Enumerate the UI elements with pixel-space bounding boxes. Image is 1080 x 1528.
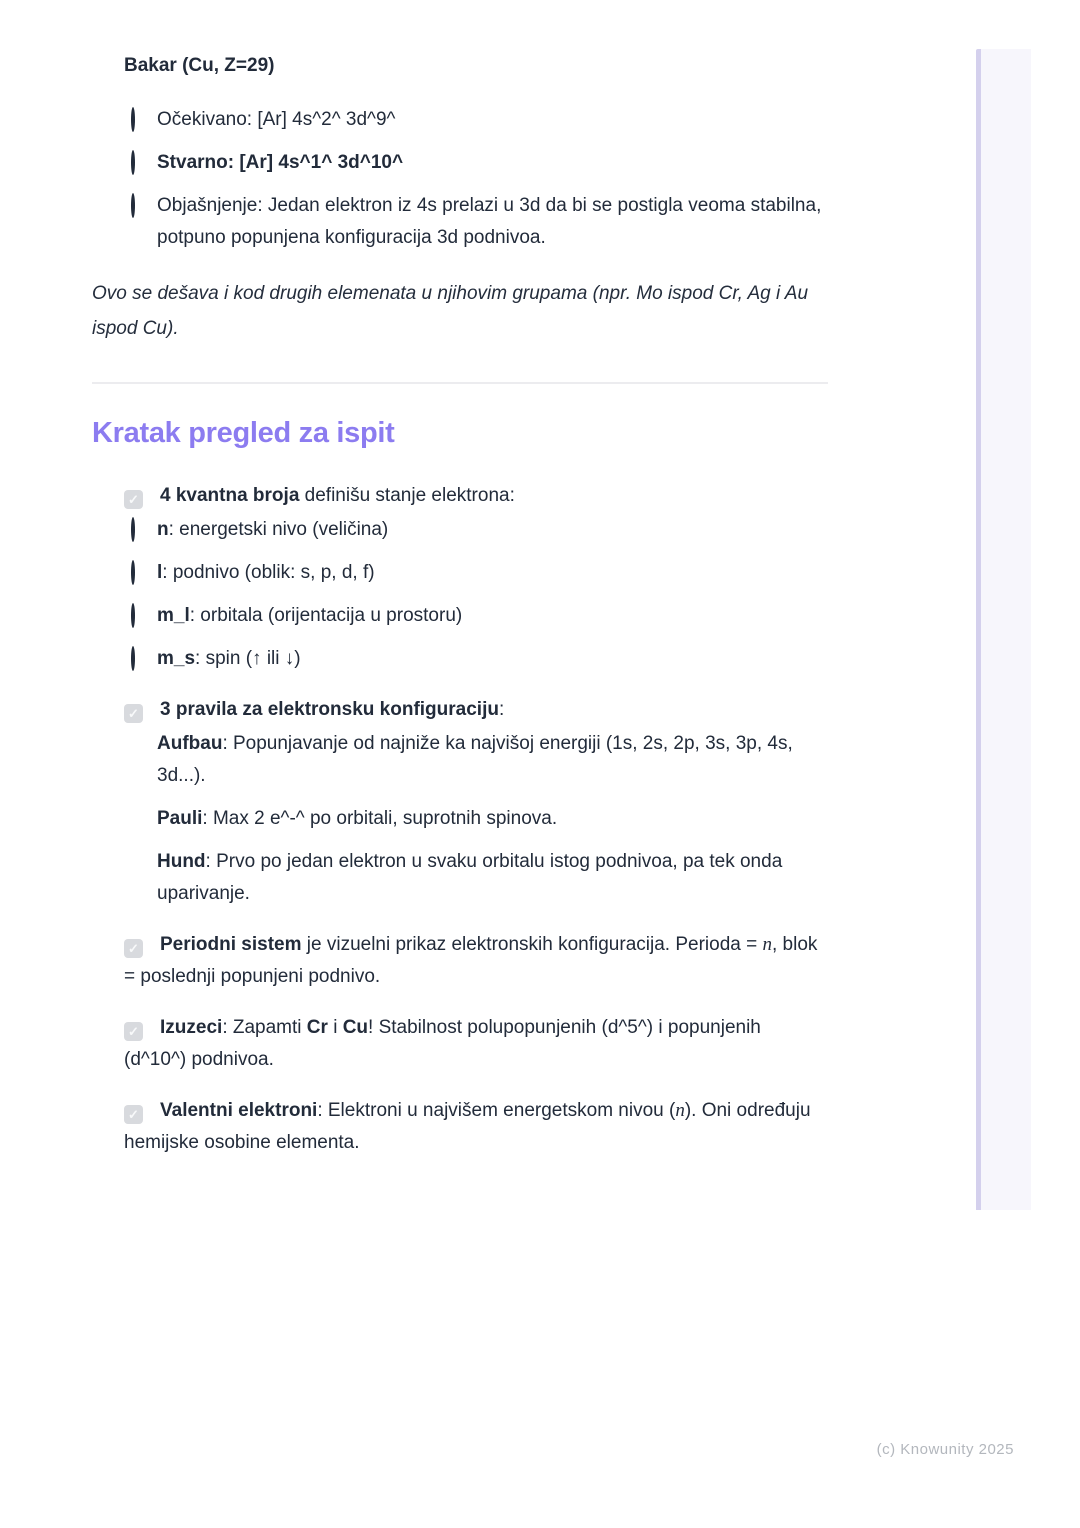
checklist-item-valence-electrons bbox=[92, 1095, 828, 1159]
circle-bullet-icon bbox=[125, 643, 157, 675]
term-bold: Aufbau bbox=[157, 733, 223, 754]
checkbox-checked-icon[interactable]: ✓ bbox=[124, 1105, 143, 1124]
list-item-ml bbox=[92, 600, 828, 632]
bullet-icon bbox=[92, 1095, 124, 1127]
list-item-hund bbox=[92, 846, 828, 910]
checklist-row bbox=[92, 1095, 828, 1159]
lead-rest: je vizuelni prikaz elektronskih konfiguracija. Perioda = bbox=[301, 934, 763, 955]
bullet-icon bbox=[130, 728, 157, 760]
circle-bullet-icon bbox=[125, 190, 157, 222]
lead-bold: 3 pravila za elektronsku konfiguraciju bbox=[160, 699, 499, 720]
lead-rest: : bbox=[498, 699, 505, 720]
list-item-explanation bbox=[92, 190, 828, 254]
exam-checklist bbox=[92, 480, 828, 1159]
term-rest: : spin (↑ ili ↓) bbox=[195, 648, 301, 669]
checklist-text bbox=[124, 929, 828, 993]
term-rest: : orbitala (orijentacija u prostoru) bbox=[189, 605, 463, 626]
checklist-row bbox=[92, 929, 828, 993]
math-variable-n: n bbox=[675, 1100, 685, 1121]
math-variable-n: n bbox=[762, 934, 772, 955]
right-margin-strip bbox=[976, 49, 1031, 1210]
lead-rest: : Zapamti bbox=[222, 1017, 307, 1038]
section-divider bbox=[92, 382, 828, 384]
lead-rest-3: ! Stabilnost polupopunjenih (d^5^) i popunjenih (d^10^) podnivoa. bbox=[124, 1017, 761, 1070]
list-item-bakar bbox=[92, 50, 828, 82]
checkbox-checked-icon[interactable]: ✓ bbox=[124, 1022, 143, 1041]
checklist-item-three-rules bbox=[92, 694, 828, 910]
term-rest: : Max 2 e^-^ po orbitali, suprotnih spinova. bbox=[202, 808, 558, 829]
checkbox-checked-icon[interactable]: ✓ bbox=[124, 704, 143, 723]
section-heading: Kratak pregled za ispit bbox=[92, 417, 395, 449]
circle-bullet-icon bbox=[125, 514, 157, 546]
circle-bullet-icon bbox=[125, 147, 157, 179]
checklist-text bbox=[124, 480, 828, 512]
circle-bullet-icon bbox=[125, 600, 157, 632]
bullet-icon bbox=[92, 1012, 124, 1044]
quantum-numbers-sublist bbox=[92, 514, 828, 675]
bakar-sublist bbox=[92, 104, 828, 254]
checklist-text bbox=[124, 1012, 828, 1076]
lead-bold: Izuzeci bbox=[160, 1017, 223, 1038]
list-item-ms bbox=[92, 643, 828, 675]
bullet-icon bbox=[92, 929, 124, 961]
checkbox-checked-icon[interactable]: ✓ bbox=[124, 490, 143, 509]
lead-rest: definišu stanje elektrona: bbox=[299, 485, 515, 506]
term-bold: m_s bbox=[157, 648, 196, 669]
checklist-row bbox=[92, 694, 828, 726]
term-bold: m_l bbox=[157, 605, 190, 626]
checklist-item-periodic-system bbox=[92, 929, 828, 993]
circle-bullet-icon bbox=[125, 104, 157, 136]
actual-value: : [Ar] 4s^1^ 3d^10^ bbox=[227, 152, 404, 173]
term-bold: Hund bbox=[157, 851, 206, 872]
checklist-text bbox=[124, 694, 828, 726]
circle-bullet-icon bbox=[125, 557, 157, 589]
checklist-row bbox=[92, 480, 828, 512]
list-item-actual bbox=[92, 147, 828, 179]
term-rest: : Prvo po jedan elektron u svaku orbitalu istog podnivoa, pa tek onda uparivanje. bbox=[157, 851, 783, 904]
term-rest: : podnivo (oblik: s, p, d, f) bbox=[162, 562, 375, 583]
document-body bbox=[92, 50, 828, 1159]
list-item-expected bbox=[92, 104, 828, 136]
checklist-item-quantum-numbers bbox=[92, 480, 828, 675]
actual-config bbox=[157, 147, 828, 179]
lead-rest-2: , blok = poslednji popunjeni podnivo. bbox=[124, 934, 818, 987]
term-rest: : energetski nivo (veličina) bbox=[168, 519, 389, 540]
element-cu: Cu bbox=[342, 1017, 369, 1038]
bullet-icon bbox=[130, 803, 157, 835]
list-item-pauli bbox=[92, 803, 828, 835]
checkbox-checked-icon[interactable]: ✓ bbox=[124, 939, 143, 958]
lead-bold: Valentni elektroni bbox=[160, 1100, 318, 1121]
term-bold: Pauli bbox=[157, 808, 203, 829]
lead-rest-2: i bbox=[327, 1017, 343, 1038]
italic-note: Ovo se dešava i kod drugih elemenata u njihovim grupama (npr. Mo ispod Cr, Ag i Au ispod Cu). bbox=[92, 283, 809, 339]
lead-rest: : Elektroni u najvišem energetskom nivou ( bbox=[317, 1100, 676, 1121]
checklist-row bbox=[92, 1012, 828, 1076]
list-item-l bbox=[92, 557, 828, 589]
term-bold: n bbox=[157, 519, 169, 540]
expected-config: Očekivano: [Ar] 4s^2^ 3d^9^ bbox=[157, 109, 396, 130]
lead-rest-2: ). Oni određuju hemijske osobine elementa. bbox=[124, 1100, 811, 1153]
bullet-icon bbox=[92, 694, 124, 726]
term-rest: : Popunjavanje od najniže ka najvišoj energiji (1s, 2s, 2p, 3s, 3p, 4s, 3d...). bbox=[157, 733, 793, 786]
term-bold: l bbox=[157, 562, 163, 583]
explanation-text: Objašnjenje: Jedan elektron iz 4s prelazi u 3d da bi se postigla veoma stabilna, potpuno popunjena konfiguracija 3d podnivoa. bbox=[157, 195, 822, 248]
element-cr: Cr bbox=[306, 1017, 328, 1038]
copyright-footer: (c) Knowunity 2025 bbox=[876, 1441, 1014, 1458]
bullet-icon bbox=[130, 846, 157, 878]
rules-sublist bbox=[92, 728, 828, 910]
element-title: Bakar (Cu, Z=29) bbox=[124, 55, 275, 76]
lead-bold: 4 kvantna broja bbox=[160, 485, 300, 506]
checklist-text bbox=[124, 1095, 828, 1159]
actual-label: Stvarno bbox=[157, 152, 228, 173]
list-item-aufbau bbox=[92, 728, 828, 792]
list-item-n bbox=[92, 514, 828, 546]
bullet-icon bbox=[92, 50, 124, 82]
lead-bold: Periodni sistem bbox=[160, 934, 302, 955]
bullet-icon bbox=[92, 480, 124, 512]
checklist-item-exceptions bbox=[92, 1012, 828, 1076]
